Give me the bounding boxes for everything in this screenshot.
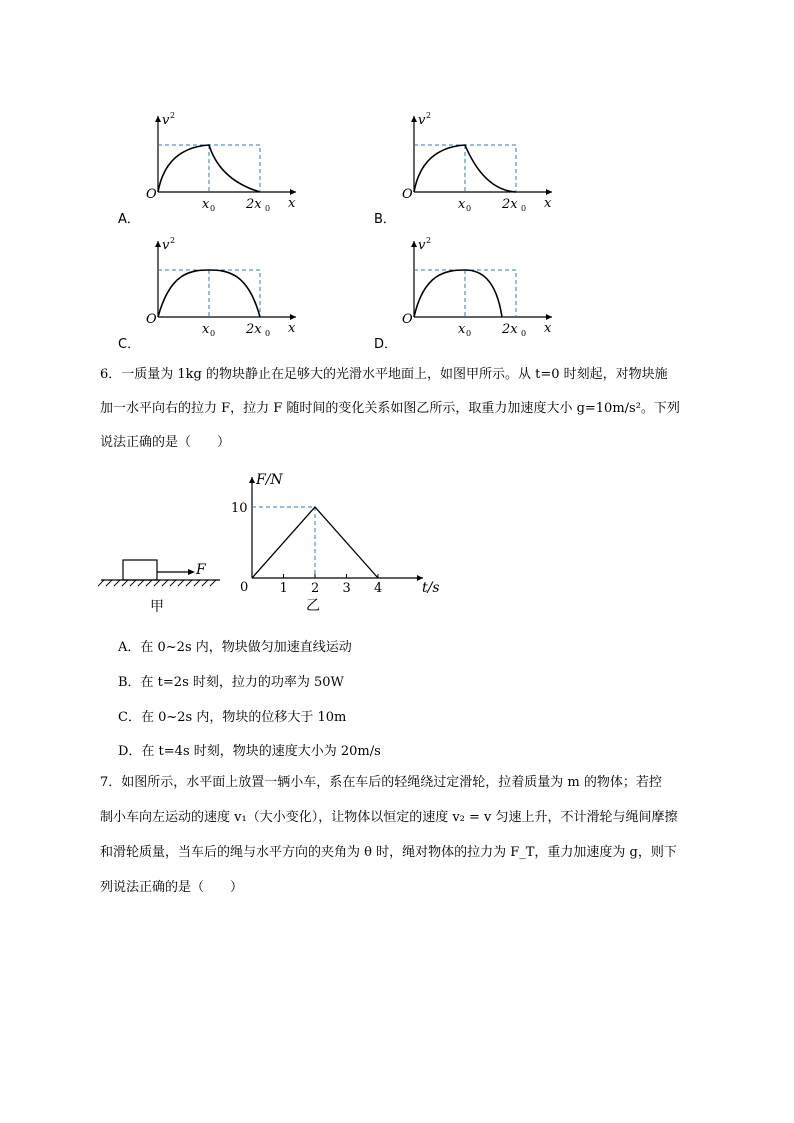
- svg-text:0: 0: [210, 204, 216, 213]
- svg-text:O: O: [146, 187, 157, 202]
- svg-text:0: 0: [521, 204, 527, 213]
- graph-c-label: C．: [118, 337, 141, 352]
- svg-text:v: v: [162, 113, 170, 128]
- svg-text:0: 0: [210, 329, 216, 338]
- graph-a-svg: [110, 108, 310, 228]
- figure-jia-svg: [98, 555, 228, 615]
- graph-b-label: B．: [374, 212, 396, 227]
- y-axis-label: F/N: [256, 472, 283, 488]
- svg-text:2: 2: [170, 111, 176, 120]
- svg-text:0: 0: [265, 329, 271, 338]
- q6-line2: 加一水平向右的拉力 F，拉力 F 随时间的变化关系如图乙所示，取重力加速度大小 g=10m/s²。下列: [100, 401, 680, 416]
- svg-text:x: x: [202, 322, 210, 337]
- svg-text:x: x: [544, 321, 552, 336]
- svg-text:x: x: [458, 322, 466, 337]
- caption-yi: 乙: [306, 598, 320, 614]
- q6-line1: 6．一质量为 1kg 的物块静止在足够大的光滑水平地面上，如图甲所示。从 t=0 时刻起，对物块施: [100, 367, 668, 382]
- caption-jia: 甲: [150, 599, 164, 615]
- x-tick-label-2: 2: [311, 581, 320, 596]
- svg-text:x: x: [288, 321, 296, 336]
- q6-line3: 说法正确的是（ ）: [100, 435, 231, 450]
- q5-graph-c: [110, 233, 310, 353]
- svg-text:O: O: [146, 312, 157, 327]
- svg-text:v: v: [418, 238, 426, 253]
- svg-text:2: 2: [426, 111, 432, 120]
- svg-text:x: x: [288, 196, 296, 211]
- svg-text:v: v: [162, 238, 170, 253]
- ground-hatch: [98, 580, 216, 586]
- q5-graph-b: [366, 108, 566, 228]
- q5-graph-a: [110, 108, 310, 228]
- svg-text:O: O: [402, 187, 413, 202]
- figure-yi: [228, 465, 448, 615]
- x-tick-label-4: 4: [374, 581, 383, 596]
- svg-text:x: x: [544, 196, 552, 211]
- svg-text:2x: 2x: [502, 322, 518, 337]
- q6-option-d[interactable]: D．在 t=4s 时刻，物块的速度大小为 20m/s: [118, 744, 381, 759]
- q6-option-c[interactable]: C．在 0~2s 内，物块的位移大于 10m: [118, 710, 347, 725]
- svg-text:x: x: [458, 197, 466, 212]
- svg-text:v: v: [418, 113, 426, 128]
- q6-option-b[interactable]: B．在 t=2s 时刻，拉力的功率为 50W: [118, 675, 344, 690]
- svg-text:0: 0: [521, 329, 527, 338]
- q7-line1: 7．如图所示，水平面上放置一辆小车，系在车后的轻绳绕过定滑轮，拉着质量为 m 的物体；若控: [100, 775, 662, 790]
- x-tick-label-3: 3: [342, 581, 351, 596]
- q6-option-a[interactable]: A．在 0~2s 内，物块做匀加速直线运动: [118, 640, 352, 655]
- block: [123, 560, 157, 580]
- svg-text:0: 0: [466, 204, 472, 213]
- y-tick-label-10: 10: [231, 501, 248, 516]
- graph-d-curve: [414, 270, 502, 317]
- figure-jia: [98, 555, 228, 615]
- f-t-chart: [228, 465, 448, 615]
- graph-b-svg: [366, 108, 566, 228]
- q7-line3: 和滑轮质量，当车后的绳与水平方向的夹角为 θ 时，绳对物体的拉力为 F_T，重力加速度为 g，则下: [100, 845, 677, 860]
- q7-line2: 制小车向左运动的速度 v₁（大小变化），让物体以恒定的速度 v₂ = v 匀速上升，不计滑轮与绳间摩擦: [100, 810, 678, 825]
- svg-text:0: 0: [466, 329, 472, 338]
- svg-text:2: 2: [426, 236, 432, 245]
- svg-text:O: O: [402, 312, 413, 327]
- q7-line4: 列说法正确的是（ ）: [100, 880, 244, 895]
- q5-graph-d: [366, 233, 566, 353]
- svg-text:0: 0: [265, 204, 271, 213]
- svg-text:2x: 2x: [246, 197, 262, 212]
- graph-a-label: A．: [118, 212, 140, 227]
- svg-text:x: x: [202, 197, 210, 212]
- force-label: F: [196, 562, 206, 578]
- svg-text:2x: 2x: [502, 197, 518, 212]
- x-tick-label-1: 1: [279, 581, 288, 596]
- x-axis-label: t/s: [422, 580, 440, 596]
- graph-d-label: D．: [374, 337, 398, 352]
- svg-text:2x: 2x: [246, 322, 262, 337]
- svg-text:2: 2: [170, 236, 176, 245]
- origin-label: 0: [240, 580, 249, 595]
